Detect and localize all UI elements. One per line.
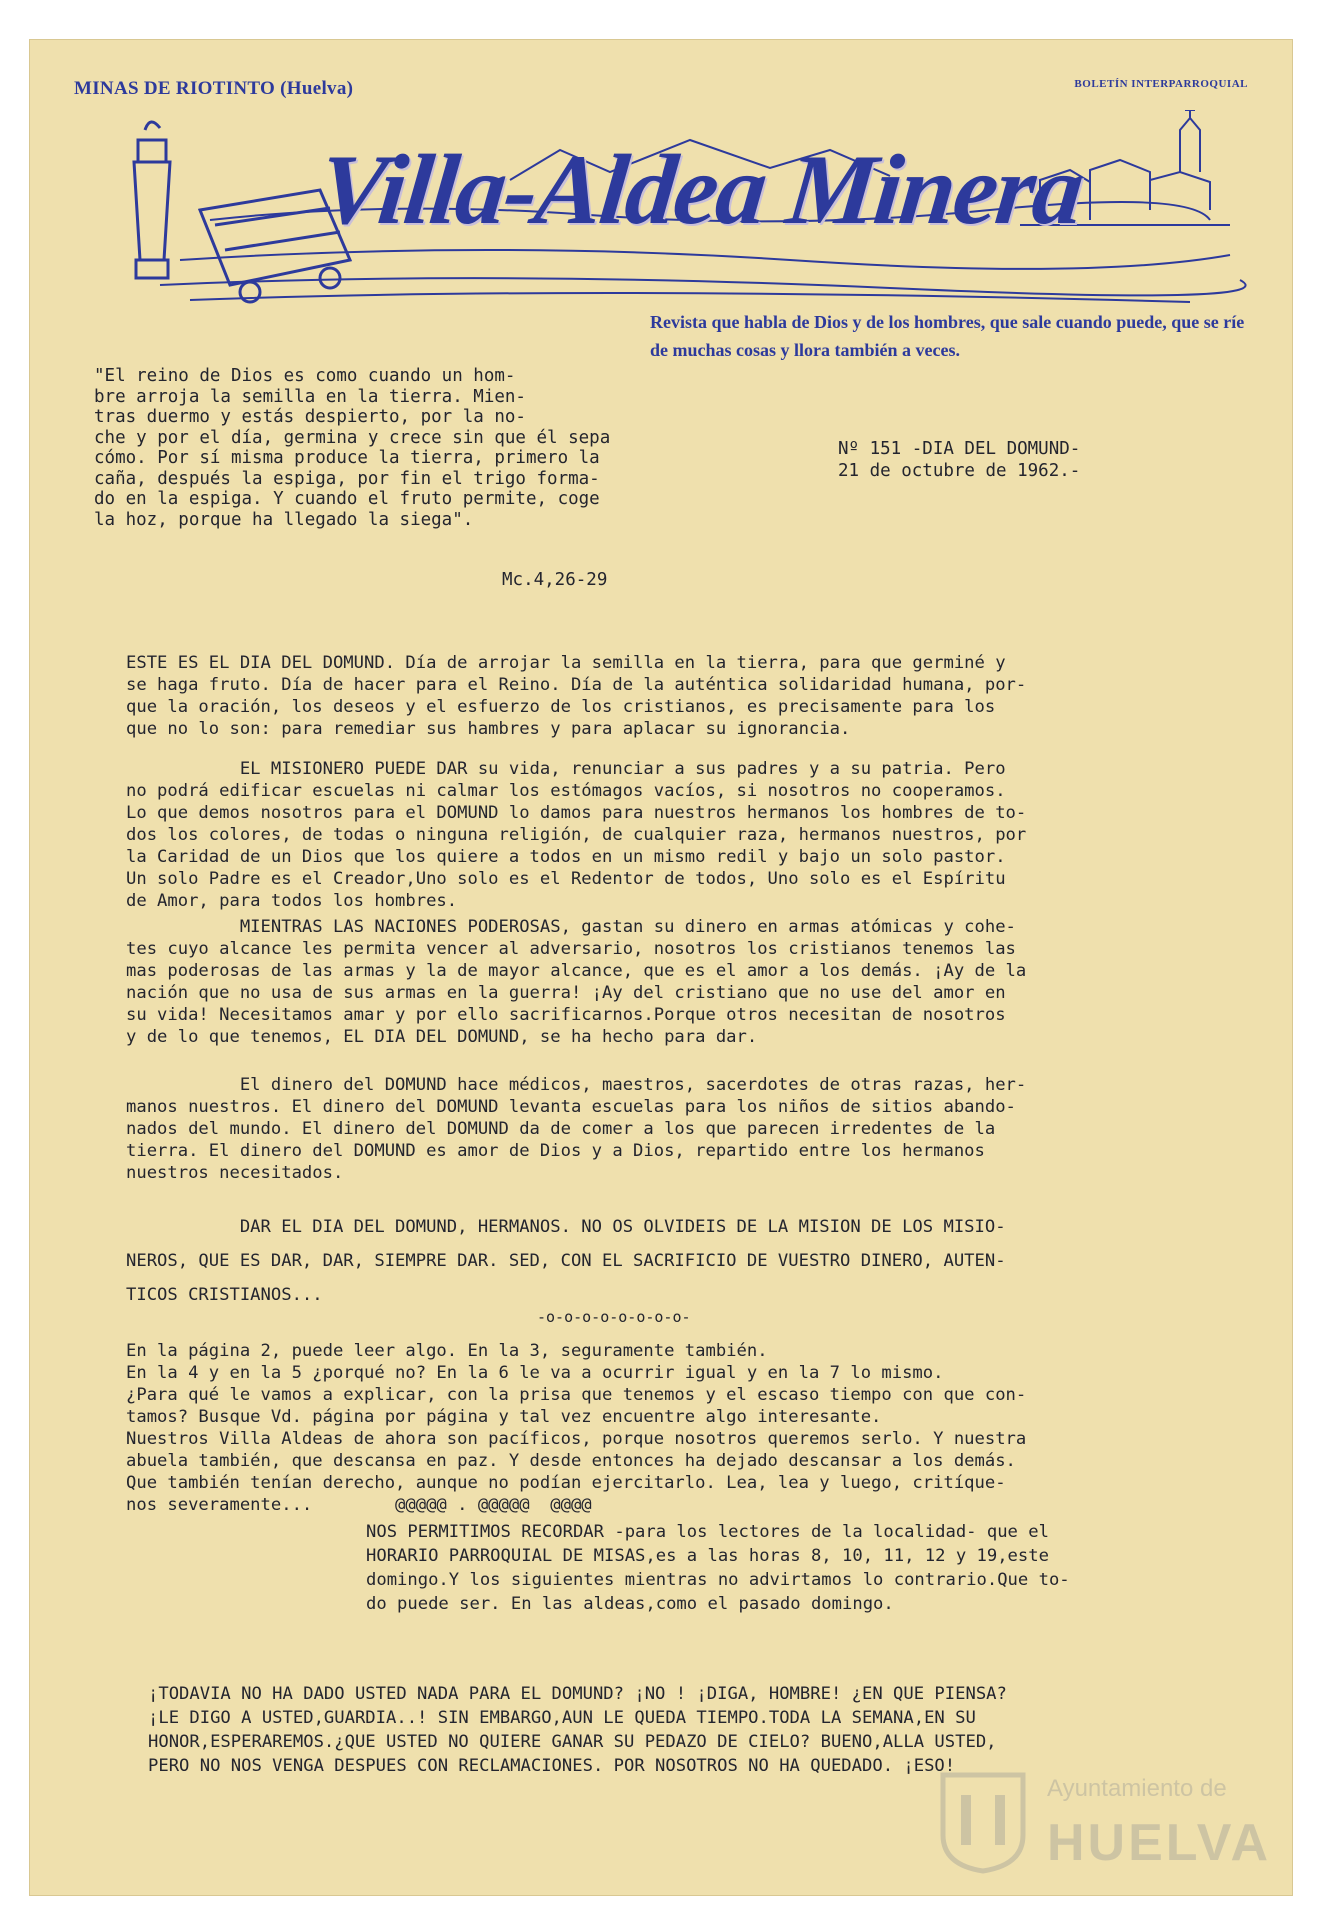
issue-date: 21 de octubre de 1962.- [838,461,1081,481]
watermark-line-2: HUELVA [1047,1814,1272,1872]
paragraph-powerful-nations: MIENTRAS LAS NACIONES PODEROSAS, gastan su dinero en armas atómicas y cohe- tes cuyo alcance les permita vencer al adversario, nosotros los cristianos tenemos las mas poderosas de las armas y la de mayor alcance, que es el amor a los demás. ¡Ay de la nación que no usa de sus armas en la guerra! ¡Ay del cristiano que no use del amor en su vida! Necesitamos amar y por ello sacrificarnos.Porque otros necesitan de nosotros y de lo que tenemos, EL DIA DEL DOMUND, se ha hecho para dar. [126,917,1027,1047]
masthead-title: Villa-Aldea Minera [314,134,1088,245]
paragraph-domund-money: El dinero del DOMUND hace médicos, maestros, sacerdotes de otras razas, her- manos nuestros. El dinero del DOMUND levanta escuelas para los niños de sitios abando- nados del mundo. El dinero del DOMUND da de comer a los que parecen irredentes de la tierra. El dinero del DOMUND es amor de Dios y a Dios, repartido entre los hermanos nuestros necesitados. [126,1075,1027,1183]
paragraph-pages: En la página 2, puede leer algo. En la 3, seguramente también. En la 4 y en la 5 ¿porqué no? En la 6 le va a ocurrir igual y en la 7 lo mismo. ¿Para qué le vamos a explicar, con la prisa que tenemos y el escaso tiempo con que con- tamos? Busque Vd. página por página y tal vez encuentre algo interesante. Nuestros Villa Aldeas de ahora son pacíficos, porque nosotros queremos serlo. Y nuestra abuela también, que descansa en paz. Y desde entonces ha dejado descansar a los demás. Que también tenían derecho, aunque no podían ejercitarlo. Lea, lea y luego, critíque- nos severamente... @@@@@ . @@@@@ @@@@ [126,1341,1027,1515]
mining-lamp-icon [134,122,170,278]
gospel-reference: Mc.4,26-29 [502,570,608,590]
paragraph-give-appeal: DAR EL DIA DEL DOMUND, HERMANOS. NO OS OLVIDEIS DE LA MISION DE LOS MISIO- NEROS, QUE ES DAR, DAR, SIEMPRE DAR. SED, CON EL SACRIFICIO DE VUESTRO DINERO, AUTEN- TICOS CRISTIANOS... [126,1217,1006,1305]
issue-info [838,438,1080,482]
watermark-line-1: Ayuntamiento de [1047,1775,1227,1802]
location-header: MINAS DE RIOTINTO (Huelva) [74,78,354,99]
tagline: Revista que habla de Dios y de los hombres, que sale cuando puede, que se ríe de muchas cosas y llora también a veces. [650,312,1245,360]
gospel-quote: "El reino de Dios es como cuando un hom- bre arroja la semilla en la tierra. Mien- tras duermo y estás despierto, por la no- che y por el día, germina y crece sin que él sepa cómo. Por sí misma produce la tierra, primero la caña, después la espiga, por fin el trigo forma- do en la espiga. Y cuando el fruto permite, coge la hoz, porque ha llegado la siega". [94,366,611,530]
paragraph-mass-schedule: NOS PERMITIMOS RECORDAR -para los lectores de la localidad- que el HORARIO PARROQUIAL DE MISAS,es a las horas 8, 10, 11, 12 y 19,este domingo.Y los siguientes mientras no advirtamos lo contrario.Que to- do puede ser. En las aldeas,como el pasado domingo. [366,1522,1070,1614]
bulletin-label: BOLETÍN INTERPARROQUIAL [1074,78,1248,90]
separator-line: -o-o-o-o-o-o-o-o- [537,1308,691,1326]
document-page [30,40,1292,1895]
archive-watermark [935,1765,1275,1875]
paragraph-missionary: EL MISIONERO PUEDE DAR su vida, renunciar a sus padres y a su patria. Pero no podrá edificar escuelas ni calmar los estómagos vacíos, si nosotros no cooperamos. Lo que demos nosotros para el DOMUND lo damos para nuestros hermanos los hombres de to- dos los colores, de todas o ninguna religión, de cualquier raza, hermanos nuestros, por la Caridad de un Dios que los quiere a todos en un mismo redil y bajo un solo pastor. Un solo Padre es el Creador,Uno solo es el Redentor de todos, Uno solo es el Espíritu de Amor, para todos los hombres. [126,759,1027,911]
issue-number: Nº 151 -DIA DEL DOMUND- [838,439,1081,459]
paragraph-domund-day: ESTE ES EL DIA DEL DOMUND. Día de arrojar la semilla en la tierra, para que germiné y se haga fruto. Día de hacer para el Reino. Día de la auténtica solidaridad humana, por- que la oración, los deseos y el esfuerzo de los cristianos, es precisamente para los que no lo son: para remediar sus hambres y para aplacar su ignorancia. [126,653,1027,739]
city-seal-icon [935,1765,1031,1875]
paragraph-closing-appeal: ¡TODAVIA NO HA DADO USTED NADA PARA EL DOMUND? ¡NO ! ¡DIGA, HOMBRE! ¿EN QUE PIENSA? ¡LE DIGO A USTED,GUARDIA..! SIN EMBARGO,AUN LE QUEDA TIEMPO.TODA LA SEMANA,EN SU HONOR,ESPERAREMOS.¿QUE USTED NO QUIERE GANAR SU PEDAZO DE CIELO? BUENO,ALLA USTED, PERO NO NOS VENGA DESPUES CON RECLAMACIONES. POR NOSOTROS NO HA QUEDADO. ¡ESO! [148,1684,1007,1776]
